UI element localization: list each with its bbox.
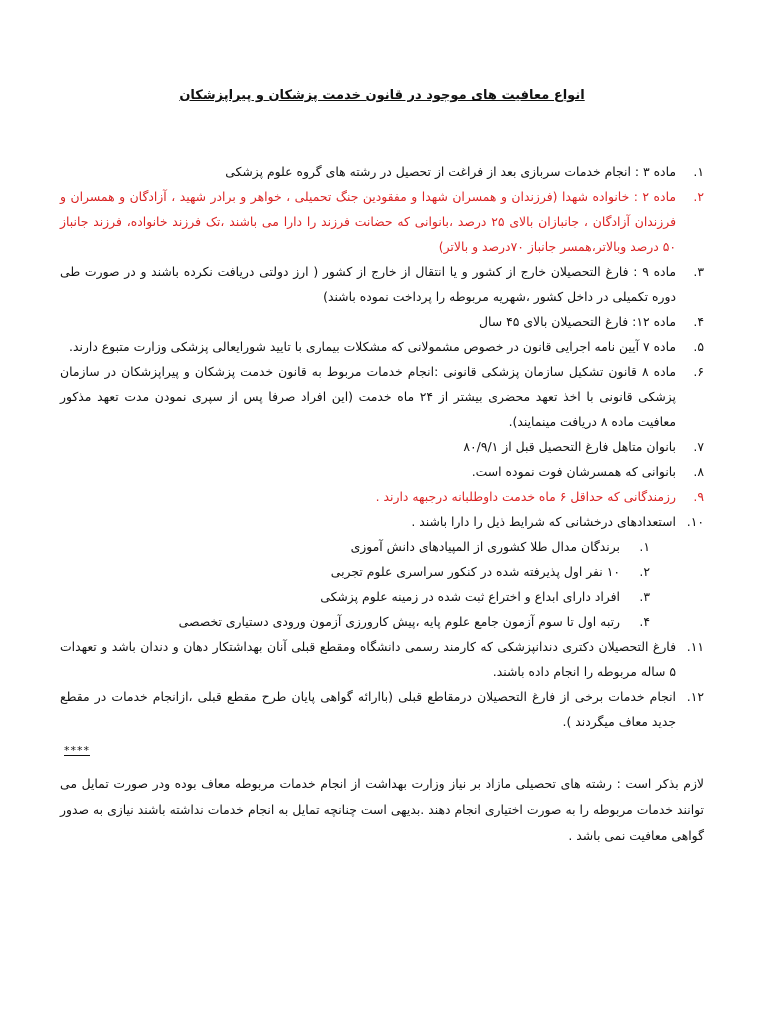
sublist (60, 534, 676, 634)
list-item: ۲. ماده ۲ : خانواده شهدا (فرزندان و همسران شهدا و مفقودین جنگ تحمیلی ، خواهر و برادر شهید ، آزادگان و همسران و فرزندان آزادگان ، جانبازان بالای ۲۵ درصد ،بانوانی که حضانت فرزند را دارا می باشند ،تک فرزند خانواده، فرزند جانباز ۵۰ درصد وبالاتر،همسر جانباز ۷۰درصد و بالاتر) (60, 189, 704, 254)
sublist-item: ۳. افراد دارای ابداع و اختراع ثبت شده در زمینه علوم پزشکی (320, 589, 650, 604)
separator-stars: **** (64, 744, 90, 757)
document-title: انواع معافیت های موجود در قانون خدمت پزشکان و پیراپزشکان (179, 88, 585, 103)
sublist-item: ۲. ۱۰ نفر اول پذیرفته شده در کنکور سراسری علوم تجربی (330, 564, 650, 579)
list-item: ۹. رزمندگانی که حداقل ۶ ماه خدمت داوطلبانه درجبهه دارند . (375, 489, 704, 504)
list-item: ۴. ماده ۱۲: فارغ التحصیلان بالای ۴۵ سال (478, 314, 704, 329)
list-item: ۱۱. فارغ التحصیلان دکتری دندانپزشکی که کارمند رسمی دانشگاه ومقطع قبلی آنان بهداشتکار دهان و دندان باشد و تعهدات ۵ ساله مربوطه را انجام داده باشند. (60, 639, 704, 679)
list-item: ۳. ماده ۹ : فارغ التحصیلان خارج از کشور و یا انتقال از خارج از کشور ( ارز دولتی دریافت نکرده باشند و در صورت طی دوره تکمیلی در داخل کشور ،شهریه مربوطه را پرداخت نموده باشند) (60, 264, 704, 304)
list-item: ۱۰. استعدادهای درخشانی که شرایط ذیل را دارا باشند . ۱. برندگان مدال طلا کشوری از المپیادهای دانش آموزی ۲. ۱۰ نفر اول پذیرفته شده در کنکور سراسری علوم تجربی ۳. افراد دارای ابداع و اختراع ثبت شده در زمینه علوم پزشکی ۴. رتبه اول تا سوم آزمون جامع علوم پایه ،پیش کارورزی آزمون ورودی دستیاری تخصصی (60, 509, 704, 634)
list-item: ۸. بانوانی که همسرشان فوت نموده است. (471, 464, 704, 479)
exemption-list (60, 159, 704, 734)
sublist-item: ۱. برندگان مدال طلا کشوری از المپیادهای دانش آموزی (350, 539, 650, 554)
list-item: ۱۲. انجام خدمات برخی از فارغ التحصیلان درمقاطع قبلی (باارائه گواهی پایان طرح مقطع قبلی ،ازانجام خدمات در مقطع جدید معاف میگردند ). (60, 689, 704, 729)
list-item: ۶. ماده ۸ قانون تشکیل سازمان پزشکی قانونی :انجام خدمات مربوط به قانون خدمت پزشکان و پیراپزشکان در سازمان پزشکی قانونی با اخذ تعهد محضری بیشتر از ۲۴ ماه خدمت (این افراد صرفا پس از سپری نمودن مدت تعهد مذکور معافیت ماده ۸ دریافت مینمایند). (60, 364, 704, 429)
sublist-item: ۴. رتبه اول تا سوم آزمون جامع علوم پایه ،پیش کارورزی آزمون ورودی دستیاری تخصصی (178, 614, 650, 629)
list-item: ۱. ماده ۳ : انجام خدمات سربازی بعد از فراغت از تحصیل در رشته های گروه علوم پزشکی (225, 164, 704, 179)
list-item: ۵. ماده ۷ آیین نامه اجرایی قانون در خصوص مشمولانی که مشکلات بیماری با تایید شورایعالی پزشکی وزارت متبوع دارند. (69, 339, 704, 354)
list-item: ۷. بانوان متاهل فارغ التحصیل قبل از ۸۰/۹/۱ (463, 439, 704, 454)
footnote-paragraph: لازم بذکر است : رشته های تحصیلی مازاد بر نیاز وزارت بهداشت از انجام خدمات مربوطه معاف بوده ودر صورت تمایل می توانند خدمات مربوطه را به صورت اختیاری انجام دهند .بدیهی است چنانچه تمایل به انجام خدمات نداشته باشند نیازی به صدور گواهی معافیت نمی باشد . (60, 776, 704, 843)
